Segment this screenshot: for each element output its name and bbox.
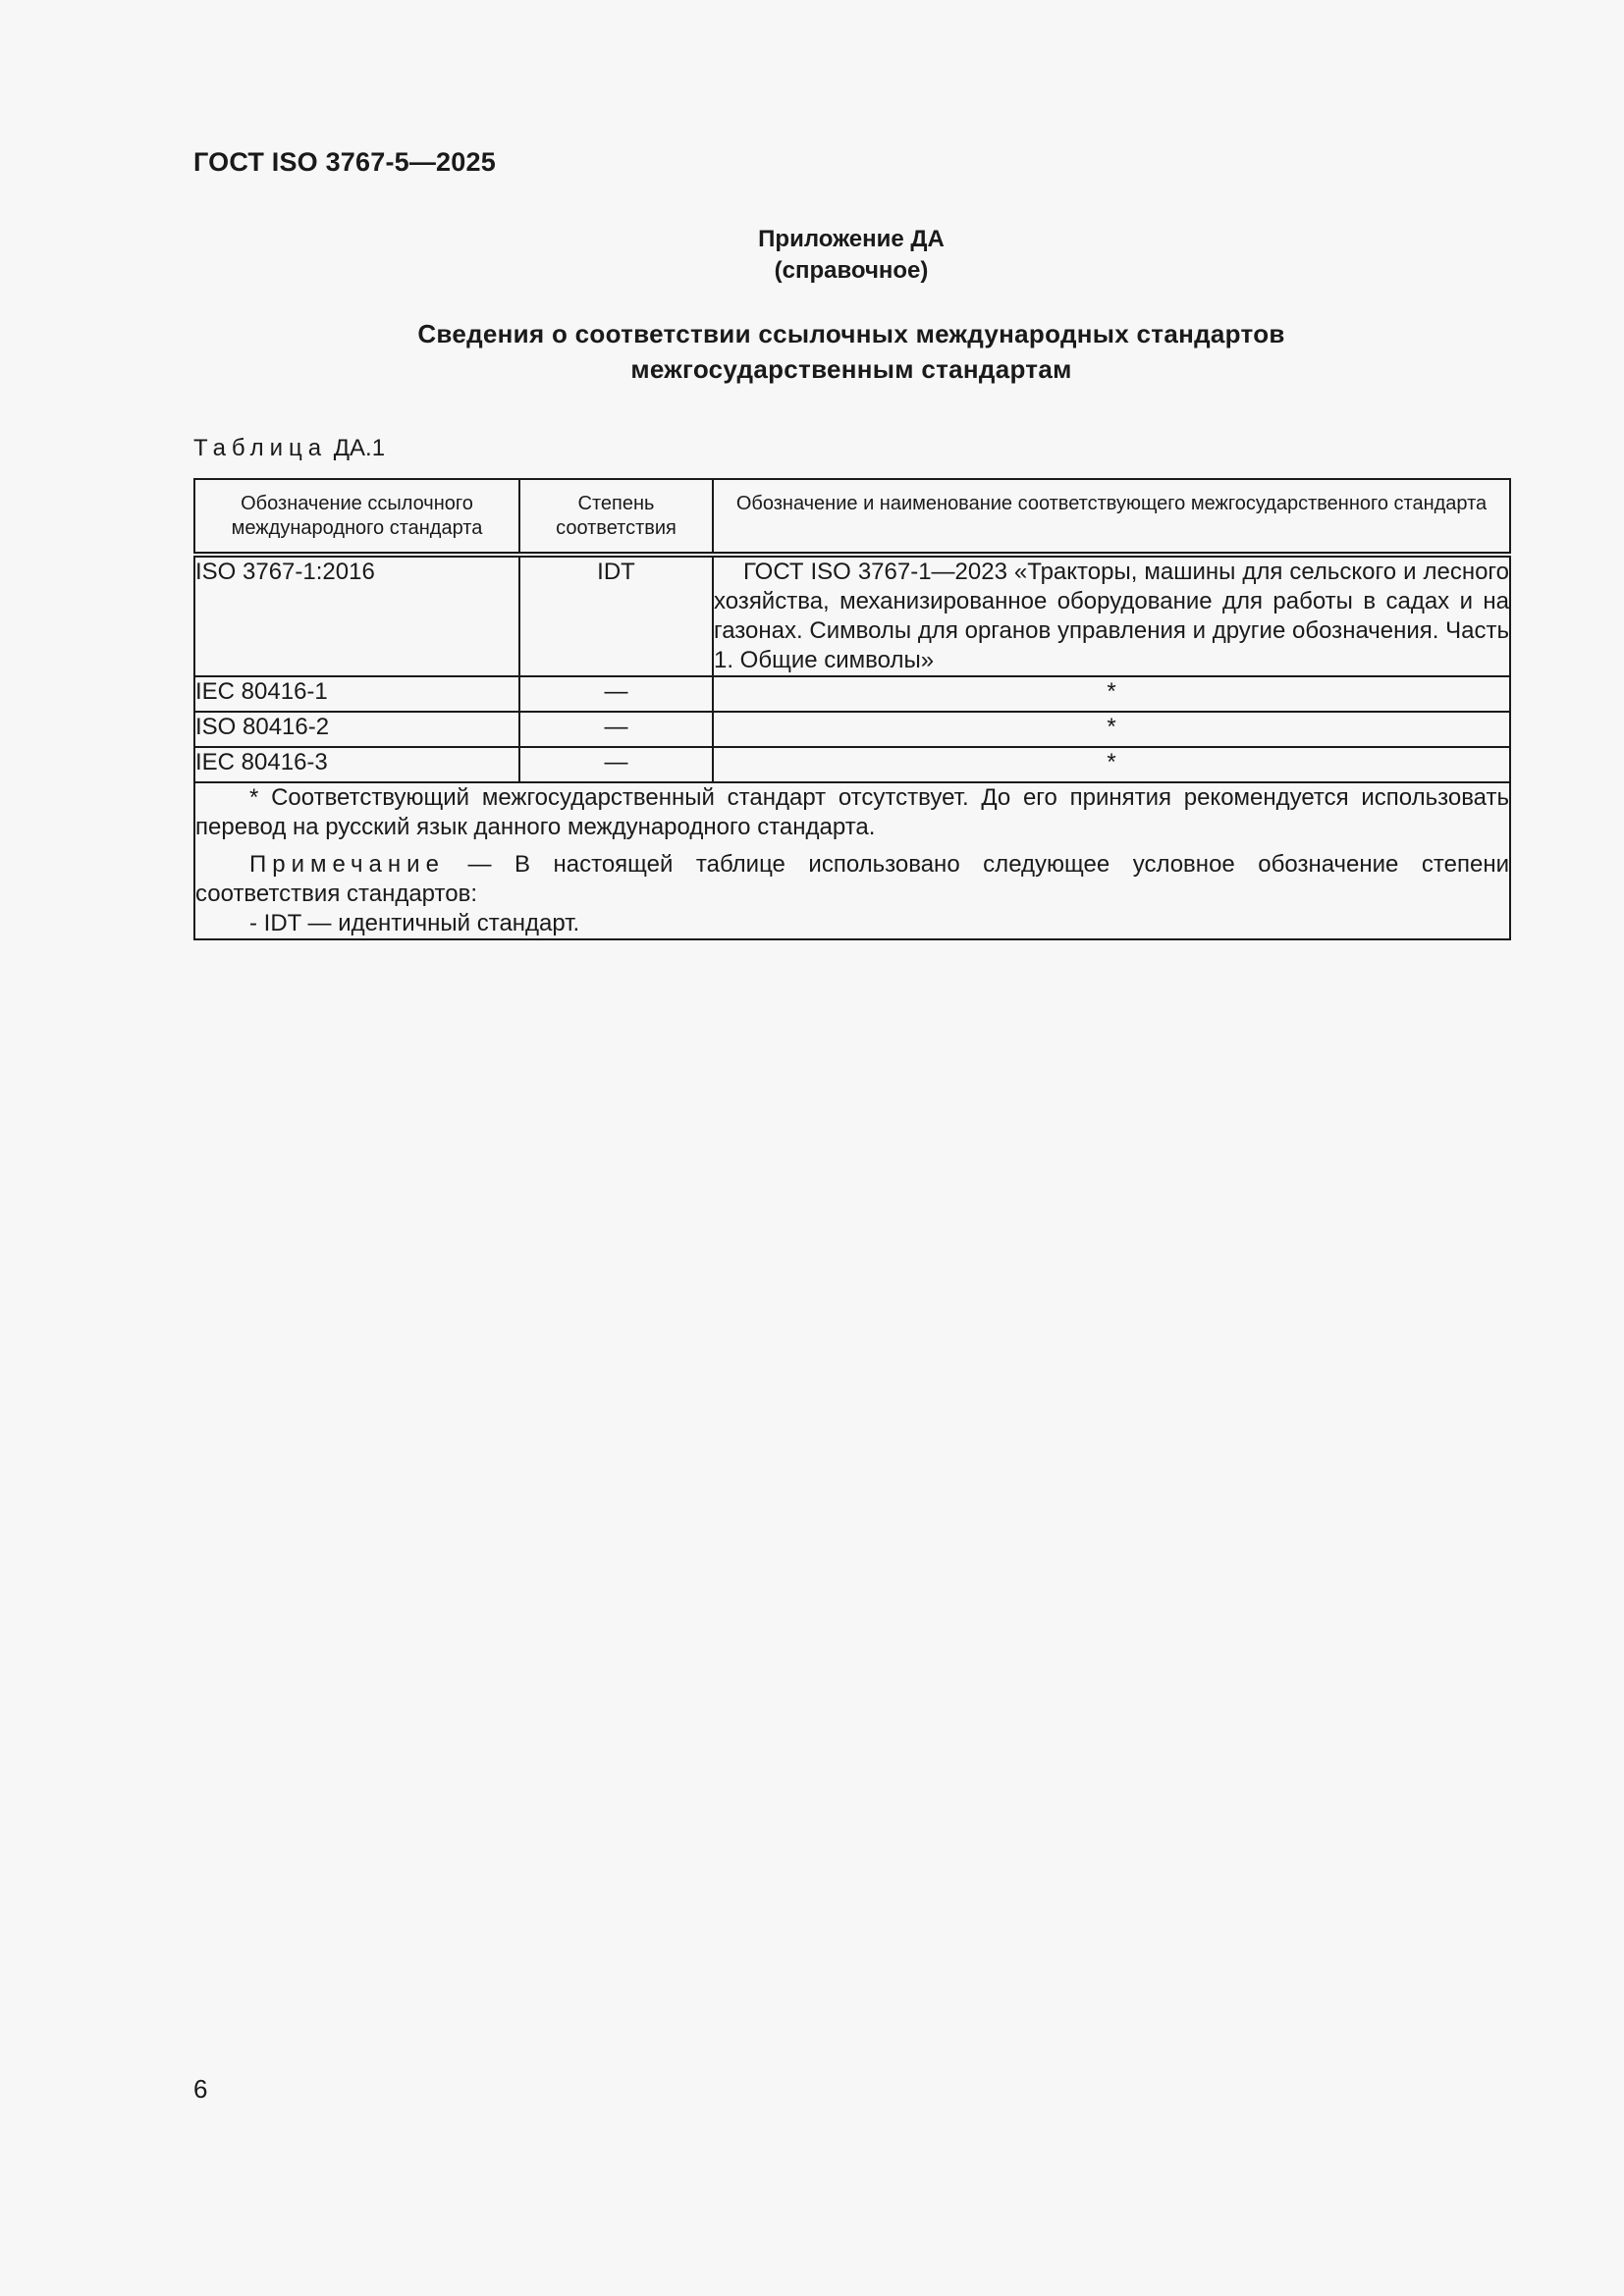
cell-international-standard: ISO 80416-2 <box>194 712 519 747</box>
cell-degree: — <box>519 712 713 747</box>
table-caption-word: Таблица <box>193 435 328 461</box>
table-notes <box>194 782 1510 939</box>
cell-interstate-standard: * <box>713 712 1510 747</box>
cell-degree: IDT <box>519 555 713 676</box>
document-code: ГОСТ ISO 3767-5—2025 <box>193 147 496 177</box>
table-footnote: * Соответствующий межгосударственный стандарт отсутствует. До его принятия рекомендуется использовать перевод на русский язык данного международного стандарта. <box>195 784 1509 840</box>
cell-interstate-standard: ГОСТ ISO 3767-1—2023 «Тракторы, машины для сельского и лесного хозяйства, механизированное оборудование для работы в садах и на газонах. Символы для органов управления и другие обозначения. Часть 1. Общие символы» <box>713 555 1510 676</box>
table-header-row <box>194 479 1510 555</box>
standards-table <box>193 478 1511 940</box>
table-note-label: Примечание <box>249 851 445 878</box>
cell-degree: — <box>519 747 713 782</box>
cell-degree: — <box>519 676 713 712</box>
section-title <box>193 316 1509 387</box>
page-number: 6 <box>193 2074 208 2104</box>
table-note <box>195 850 1509 909</box>
cell-interstate-standard: * <box>713 747 1510 782</box>
cell-international-standard: IEC 80416-3 <box>194 747 519 782</box>
header-interstate-standard: Обозначение и наименование соответствующего межгосударственного стандарта <box>713 479 1510 555</box>
cell-interstate-standard: * <box>713 676 1510 712</box>
section-title-line-2: межгосударственным стандартам <box>630 354 1072 384</box>
appendix-type: (справочное) <box>774 257 929 284</box>
table-caption <box>193 435 385 462</box>
table-row <box>194 676 1510 712</box>
section-title-line-1: Сведения о соответствии ссылочных международных стандартов <box>417 319 1285 348</box>
table-row <box>194 712 1510 747</box>
table-note-text: — В настоящей таблице использовано следующее условное обозначение степени соответствия стандартов: <box>195 851 1509 907</box>
table-note-item: - IDT — идентичный стандарт. <box>249 910 580 936</box>
header-degree-of-conformity: Степень соответствия <box>519 479 713 555</box>
header-international-standard: Обозначение ссылочного международного стандарта <box>194 479 519 555</box>
table-row <box>194 555 1510 676</box>
appendix-title: Приложение ДА <box>758 226 945 252</box>
table-row <box>194 747 1510 782</box>
table-caption-number: ДА.1 <box>333 435 386 461</box>
appendix-heading <box>193 224 1509 287</box>
table-notes-row <box>194 782 1510 939</box>
cell-international-standard: IEC 80416-1 <box>194 676 519 712</box>
cell-international-standard: ISO 3767-1:2016 <box>194 555 519 676</box>
